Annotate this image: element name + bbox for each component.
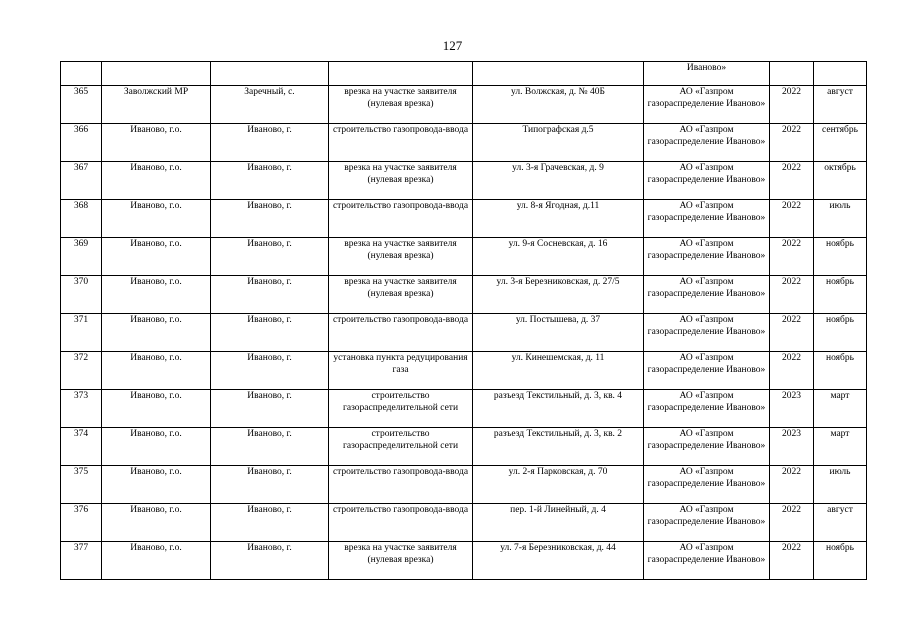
table-row bbox=[61, 314, 867, 352]
cell-year: 2022 bbox=[770, 276, 814, 314]
cell-settlement: Иваново, г. bbox=[211, 314, 329, 352]
cell-settlement: Иваново, г. bbox=[211, 238, 329, 276]
cell-settlement: Иваново, г. bbox=[211, 466, 329, 504]
cell-year: 2022 bbox=[770, 466, 814, 504]
cell-year: 2022 bbox=[770, 504, 814, 542]
cell-address: ул. Кинешемская, д. 11 bbox=[473, 352, 644, 390]
gas-connection-table bbox=[60, 61, 867, 580]
cell-month: июль bbox=[814, 200, 867, 238]
cell-num: 367 bbox=[61, 162, 102, 200]
table-row bbox=[61, 162, 867, 200]
cell-num: 371 bbox=[61, 314, 102, 352]
cell-address: пер. 1-й Линейный, д. 4 bbox=[473, 504, 644, 542]
cell-num: 369 bbox=[61, 238, 102, 276]
cell-month: ноябрь bbox=[814, 352, 867, 390]
cell-municipality: Иваново, г.о. bbox=[102, 466, 211, 504]
table-row bbox=[61, 238, 867, 276]
cell-settlement: Иваново, г. bbox=[211, 542, 329, 580]
cell-settlement: Иваново, г. bbox=[211, 390, 329, 428]
cell-org: АО «Газпром газораспределение Иваново» bbox=[644, 162, 770, 200]
cell-month: март bbox=[814, 428, 867, 466]
table-row bbox=[61, 390, 867, 428]
cell-year: 2022 bbox=[770, 200, 814, 238]
cell-month: август bbox=[814, 86, 867, 124]
cell-num: 375 bbox=[61, 466, 102, 504]
cell-work: врезка на участке заявителя (нулевая врезка) bbox=[329, 276, 473, 314]
cell-num: 372 bbox=[61, 352, 102, 390]
cell-month: сентябрь bbox=[814, 124, 867, 162]
cell-municipality: Иваново, г.о. bbox=[102, 162, 211, 200]
cell-num: 370 bbox=[61, 276, 102, 314]
cell-num: 366 bbox=[61, 124, 102, 162]
cell-org: АО «Газпром газораспределение Иваново» bbox=[644, 542, 770, 580]
cell-org: АО «Газпром газораспределение Иваново» bbox=[644, 276, 770, 314]
cell-municipality: Иваново, г.о. bbox=[102, 504, 211, 542]
cell-settlement: Иваново, г. bbox=[211, 352, 329, 390]
cell-work: врезка на участке заявителя (нулевая врезка) bbox=[329, 238, 473, 276]
cell-org: АО «Газпром газораспределение Иваново» bbox=[644, 314, 770, 352]
cell-work: строительство газораспределительной сети bbox=[329, 428, 473, 466]
cell-work: строительство газопровода-ввода bbox=[329, 314, 473, 352]
cell-org: АО «Газпром газораспределение Иваново» bbox=[644, 504, 770, 542]
cell-month: август bbox=[814, 504, 867, 542]
cell-month: ноябрь bbox=[814, 314, 867, 352]
cell-year bbox=[770, 62, 814, 86]
cell-address: ул. Волжская, д. № 40Б bbox=[473, 86, 644, 124]
cell-work: врезка на участке заявителя (нулевая врезка) bbox=[329, 162, 473, 200]
cell-address: ул. 9-я Сосневская, д. 16 bbox=[473, 238, 644, 276]
cell-month bbox=[814, 62, 867, 86]
cell-month: ноябрь bbox=[814, 276, 867, 314]
cell-municipality: Иваново, г.о. bbox=[102, 542, 211, 580]
cell-municipality: Иваново, г.о. bbox=[102, 276, 211, 314]
cell-address: разъезд Текстильный, д. 3, кв. 2 bbox=[473, 428, 644, 466]
cell-year: 2022 bbox=[770, 162, 814, 200]
cell-num: 365 bbox=[61, 86, 102, 124]
cell-org: АО «Газпром газораспределение Иваново» bbox=[644, 352, 770, 390]
cell-org: АО «Газпром газораспределение Иваново» bbox=[644, 428, 770, 466]
cell-year: 2022 bbox=[770, 542, 814, 580]
cell-work bbox=[329, 62, 473, 86]
cell-settlement: Заречный, с. bbox=[211, 86, 329, 124]
cell-settlement: Иваново, г. bbox=[211, 162, 329, 200]
cell-year: 2022 bbox=[770, 124, 814, 162]
table-body bbox=[61, 62, 867, 580]
cell-num bbox=[61, 62, 102, 86]
table-row bbox=[61, 428, 867, 466]
cell-work: строительство газопровода-ввода bbox=[329, 466, 473, 504]
cell-work: врезка на участке заявителя (нулевая врезка) bbox=[329, 86, 473, 124]
cell-work: строительство газопровода-ввода bbox=[329, 200, 473, 238]
continuation-row bbox=[61, 62, 867, 86]
cell-month: март bbox=[814, 390, 867, 428]
cell-work: установка пункта редуцирования газа bbox=[329, 352, 473, 390]
cell-settlement: Иваново, г. bbox=[211, 124, 329, 162]
cell-num: 373 bbox=[61, 390, 102, 428]
cell-address: Типографская д.5 bbox=[473, 124, 644, 162]
cell-settlement bbox=[211, 62, 329, 86]
cell-org: АО «Газпром газораспределение Иваново» bbox=[644, 390, 770, 428]
cell-org: АО «Газпром газораспределение Иваново» bbox=[644, 200, 770, 238]
cell-org: Иваново» bbox=[644, 62, 770, 86]
cell-settlement: Иваново, г. bbox=[211, 276, 329, 314]
cell-address: ул. 2-я Парковская, д. 70 bbox=[473, 466, 644, 504]
table-row bbox=[61, 542, 867, 580]
table-row bbox=[61, 504, 867, 542]
cell-org: АО «Газпром газораспределение Иваново» bbox=[644, 238, 770, 276]
cell-org: АО «Газпром газораспределение Иваново» bbox=[644, 86, 770, 124]
cell-municipality: Иваново, г.о. bbox=[102, 200, 211, 238]
cell-org: АО «Газпром газораспределение Иваново» bbox=[644, 124, 770, 162]
cell-municipality: Иваново, г.о. bbox=[102, 238, 211, 276]
cell-year: 2022 bbox=[770, 238, 814, 276]
cell-address: ул. 8-я Ягодная, д.11 bbox=[473, 200, 644, 238]
cell-municipality bbox=[102, 62, 211, 86]
cell-address: ул. 3-я Грачевская, д. 9 bbox=[473, 162, 644, 200]
cell-year: 2022 bbox=[770, 86, 814, 124]
cell-year: 2023 bbox=[770, 390, 814, 428]
cell-address: ул. Постышева, д. 37 bbox=[473, 314, 644, 352]
cell-work: врезка на участке заявителя (нулевая врезка) bbox=[329, 542, 473, 580]
cell-month: октябрь bbox=[814, 162, 867, 200]
cell-address: ул. 3-я Березниковская, д. 27/5 bbox=[473, 276, 644, 314]
cell-work: строительство газораспределительной сети bbox=[329, 390, 473, 428]
cell-num: 368 bbox=[61, 200, 102, 238]
cell-address bbox=[473, 62, 644, 86]
cell-municipality: Иваново, г.о. bbox=[102, 314, 211, 352]
table-row bbox=[61, 86, 867, 124]
cell-num: 374 bbox=[61, 428, 102, 466]
cell-municipality: Иваново, г.о. bbox=[102, 124, 211, 162]
cell-year: 2023 bbox=[770, 428, 814, 466]
cell-settlement: Иваново, г. bbox=[211, 504, 329, 542]
cell-year: 2022 bbox=[770, 352, 814, 390]
cell-org: АО «Газпром газораспределение Иваново» bbox=[644, 466, 770, 504]
cell-num: 376 bbox=[61, 504, 102, 542]
cell-work: строительство газопровода-ввода bbox=[329, 124, 473, 162]
cell-month: июль bbox=[814, 466, 867, 504]
cell-address: разъезд Текстильный, д. 3, кв. 4 bbox=[473, 390, 644, 428]
cell-municipality: Заволжский МР bbox=[102, 86, 211, 124]
cell-month: ноябрь bbox=[814, 542, 867, 580]
cell-year: 2022 bbox=[770, 314, 814, 352]
cell-municipality: Иваново, г.о. bbox=[102, 390, 211, 428]
page-number: 127 bbox=[442, 38, 463, 53]
cell-address: ул. 7-я Березниковская, д. 44 bbox=[473, 542, 644, 580]
cell-municipality: Иваново, г.о. bbox=[102, 428, 211, 466]
cell-settlement: Иваново, г. bbox=[211, 200, 329, 238]
cell-month: ноябрь bbox=[814, 238, 867, 276]
table-row bbox=[61, 466, 867, 504]
table-row bbox=[61, 200, 867, 238]
cell-municipality: Иваново, г.о. bbox=[102, 352, 211, 390]
table-row bbox=[61, 276, 867, 314]
cell-work: строительство газопровода-ввода bbox=[329, 504, 473, 542]
cell-settlement: Иваново, г. bbox=[211, 428, 329, 466]
table-row bbox=[61, 352, 867, 390]
cell-num: 377 bbox=[61, 542, 102, 580]
table-row bbox=[61, 124, 867, 162]
